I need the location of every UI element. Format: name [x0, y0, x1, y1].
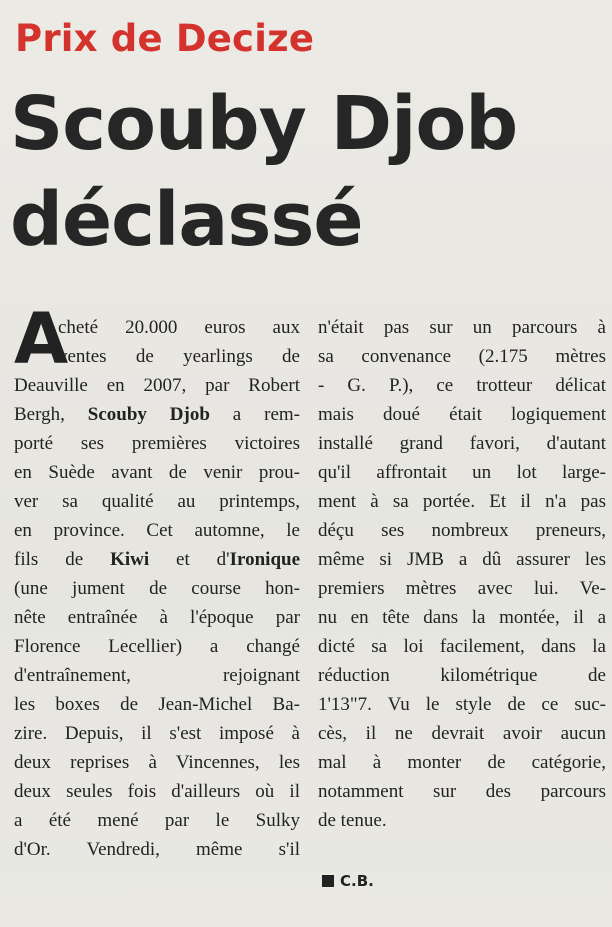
article-line	[318, 690, 606, 719]
article-line	[14, 835, 300, 864]
article-line	[14, 748, 300, 777]
text-span: installé grand favori, d'autant	[318, 433, 606, 454]
article-line	[318, 487, 606, 516]
article-line	[318, 429, 606, 458]
text-span: notamment sur des parcours	[318, 781, 606, 802]
text-span: fils de	[14, 549, 111, 570]
article-line	[318, 719, 606, 748]
text-span: ventes de yearlings de	[58, 346, 300, 367]
article-line	[14, 545, 300, 574]
square-bullet-icon	[322, 875, 334, 887]
article-line	[318, 342, 606, 371]
article-line	[318, 574, 606, 603]
text-span: Bergh,	[14, 404, 88, 425]
text-span: même si JMB a dû assurer les	[318, 549, 606, 570]
article-line	[318, 458, 606, 487]
headline-line-2: déclassé	[10, 177, 363, 263]
text-span: réduction kilométrique de	[318, 665, 606, 686]
text-span: Florence Lecellier) a changé	[14, 636, 300, 657]
article-line	[318, 777, 606, 806]
text-span: deux seules fois d'ailleurs où il	[14, 781, 300, 802]
text-span: (une jument de course hon-	[14, 578, 300, 599]
text-span: deux reprises à Vincennes, les	[14, 752, 300, 773]
text-span: d'Or. Vendredi, même s'il	[14, 839, 300, 860]
article-line	[14, 400, 300, 429]
text-span: ver sa qualité au printemps,	[14, 491, 300, 512]
text-span: d'entraînement, rejoignant	[14, 665, 300, 686]
text-span: nu en tête dans la montée, il a	[318, 607, 606, 628]
article-line	[14, 487, 300, 516]
article-line	[318, 748, 606, 777]
bold-name: Ironique	[229, 549, 301, 570]
text-span: a rem-	[209, 404, 301, 425]
text-span: zire. Depuis, il s'est imposé à	[14, 723, 300, 744]
headline	[10, 76, 610, 268]
text-span: en Suède avant de venir prou-	[14, 462, 300, 483]
article-line	[318, 603, 606, 632]
text-span: cheté 20.000 euros aux	[58, 317, 300, 338]
article-line	[14, 603, 300, 632]
article-line	[318, 400, 606, 429]
text-span: porté ses premières victoires	[14, 433, 300, 454]
text-span: premiers mètres avec lui. Ve-	[318, 578, 606, 599]
author-signature	[322, 872, 374, 890]
article-line	[14, 806, 300, 835]
article-column-right	[318, 313, 606, 835]
article-line	[14, 516, 300, 545]
article-line	[318, 632, 606, 661]
text-span: cès, il ne devrait avoir aucun	[318, 723, 606, 744]
drop-cap: A	[14, 298, 69, 380]
headline-line-1: Scouby Djob	[10, 81, 518, 167]
article-line	[14, 458, 300, 487]
article-line	[14, 574, 300, 603]
article-line	[14, 342, 300, 371]
text-span: n'était pas sur un parcours à	[318, 317, 606, 338]
text-span: sa convenance (2.175 mètres	[318, 346, 606, 367]
text-span: ment à sa portée. Et il n'a pas	[318, 491, 606, 512]
text-span: et d'	[149, 549, 230, 570]
text-span: mal à monter de catégorie,	[318, 752, 606, 773]
text-span: Deauville en 2007, par Robert	[14, 375, 300, 396]
signature-text: C.B.	[340, 872, 374, 890]
bold-name: Scouby Djob	[87, 404, 210, 425]
text-span: dicté sa loi facilement, dans la	[318, 636, 606, 657]
article-line	[14, 777, 300, 806]
article-line	[318, 545, 606, 574]
article-line	[318, 313, 606, 342]
article-line	[14, 661, 300, 690]
article-line	[318, 661, 606, 690]
kicker-title: Prix de Decize	[15, 17, 315, 60]
article-line	[14, 371, 300, 400]
text-span: nête entraînée à l'époque par	[14, 607, 300, 628]
text-span: 1'13"7. Vu le style de ce suc-	[318, 694, 606, 715]
article-column-left	[14, 313, 300, 864]
text-span: déçu ses nombreux preneurs,	[318, 520, 606, 541]
bold-name: Kiwi	[110, 549, 150, 570]
text-span: - G. P.), ce trotteur délicat	[318, 375, 606, 396]
article-line	[14, 719, 300, 748]
text-span: en province. Cet automne, le	[14, 520, 300, 541]
article-line	[318, 371, 606, 400]
article-line	[318, 516, 606, 545]
text-span: qu'il affrontait un lot large-	[318, 462, 606, 483]
article-line	[14, 313, 300, 342]
article-line	[14, 429, 300, 458]
text-span: de tenue.	[318, 810, 387, 831]
article-line	[318, 806, 606, 835]
text-span: a été mené par le Sulky	[14, 810, 300, 831]
article-line	[14, 690, 300, 719]
text-span: mais doué était logiquement	[318, 404, 606, 425]
text-span: les boxes de Jean-Michel Ba-	[14, 694, 300, 715]
article-line	[14, 632, 300, 661]
